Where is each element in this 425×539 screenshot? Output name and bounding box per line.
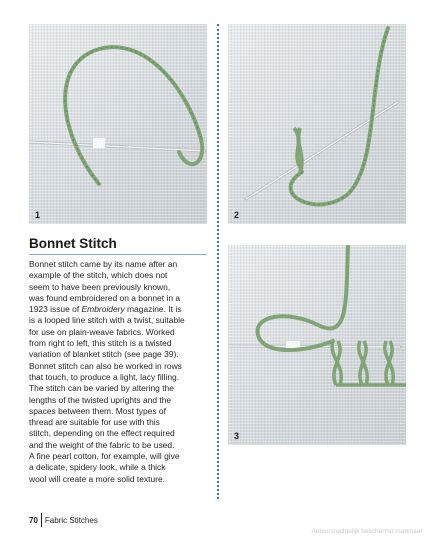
body-line: The stitch can be varied by altering the xyxy=(29,383,174,394)
body-line: is a looped line stitch with a twist, suitable xyxy=(29,315,185,326)
body-line-end: magazine. It is xyxy=(124,304,182,315)
body-line: A fine pearl cotton, for example, will give xyxy=(29,451,180,462)
body-line: example of the stitch, which does not xyxy=(29,270,168,281)
copyright-watermark: Auteursrechtelijk beschermd materiaal xyxy=(311,528,422,535)
footer-separator xyxy=(41,513,42,527)
chapter-name: Fabric Stitches xyxy=(44,516,98,525)
body-line: thread are suitable for use with this xyxy=(29,417,160,428)
body-line: Bonnet stitch came by its name after an xyxy=(29,259,178,269)
section-heading: Bonnet Stitch xyxy=(29,236,117,251)
thread-needle-illustration xyxy=(228,245,406,445)
body-line: lengths of the twisted uprights and the xyxy=(29,394,172,405)
dotted-column-divider xyxy=(217,24,219,499)
thread-needle-illustration xyxy=(29,24,207,224)
body-line: variation of blanket stitch (see page 39). xyxy=(29,349,179,360)
stitch-photo-2 xyxy=(228,24,406,224)
thread-needle-illustration xyxy=(228,24,406,224)
body-line: Bonnet stitch can also be worked in rows xyxy=(29,360,182,371)
body-line: that touch, to produce a light, lacy filling. xyxy=(29,371,180,382)
body-line: and the weight of the fabric to be used. xyxy=(29,439,175,450)
photo-number: 1 xyxy=(35,210,41,220)
stitch-photo-3 xyxy=(228,245,406,445)
body-paragraph xyxy=(29,259,211,485)
body-line: from right to left, this stitch is a twisted xyxy=(29,338,172,349)
photo-number: 3 xyxy=(234,431,240,441)
body-line: spaces between them. Most types of xyxy=(29,405,166,416)
stitch-photo-1 xyxy=(29,24,207,224)
body-line: stitch, depending on the effect required xyxy=(29,428,175,439)
body-line xyxy=(29,304,211,315)
magazine-title: Embroidery xyxy=(81,304,125,315)
body-line: for use on plain-weave fabrics. Worked xyxy=(29,326,175,337)
body-line: seem to have been previously known, xyxy=(29,281,171,292)
body-line: a delicate, spidery look, while a thick xyxy=(29,462,166,473)
body-line: was found embroidered on a bonnet in a xyxy=(29,292,181,303)
heading-underline xyxy=(29,254,207,255)
body-line: wool will create a more solid texture. xyxy=(29,473,165,484)
body-line-start: 1923 issue of xyxy=(29,304,82,315)
page-number: 70 xyxy=(29,516,38,525)
photo-number: 2 xyxy=(234,210,240,220)
page-footer xyxy=(29,513,98,527)
